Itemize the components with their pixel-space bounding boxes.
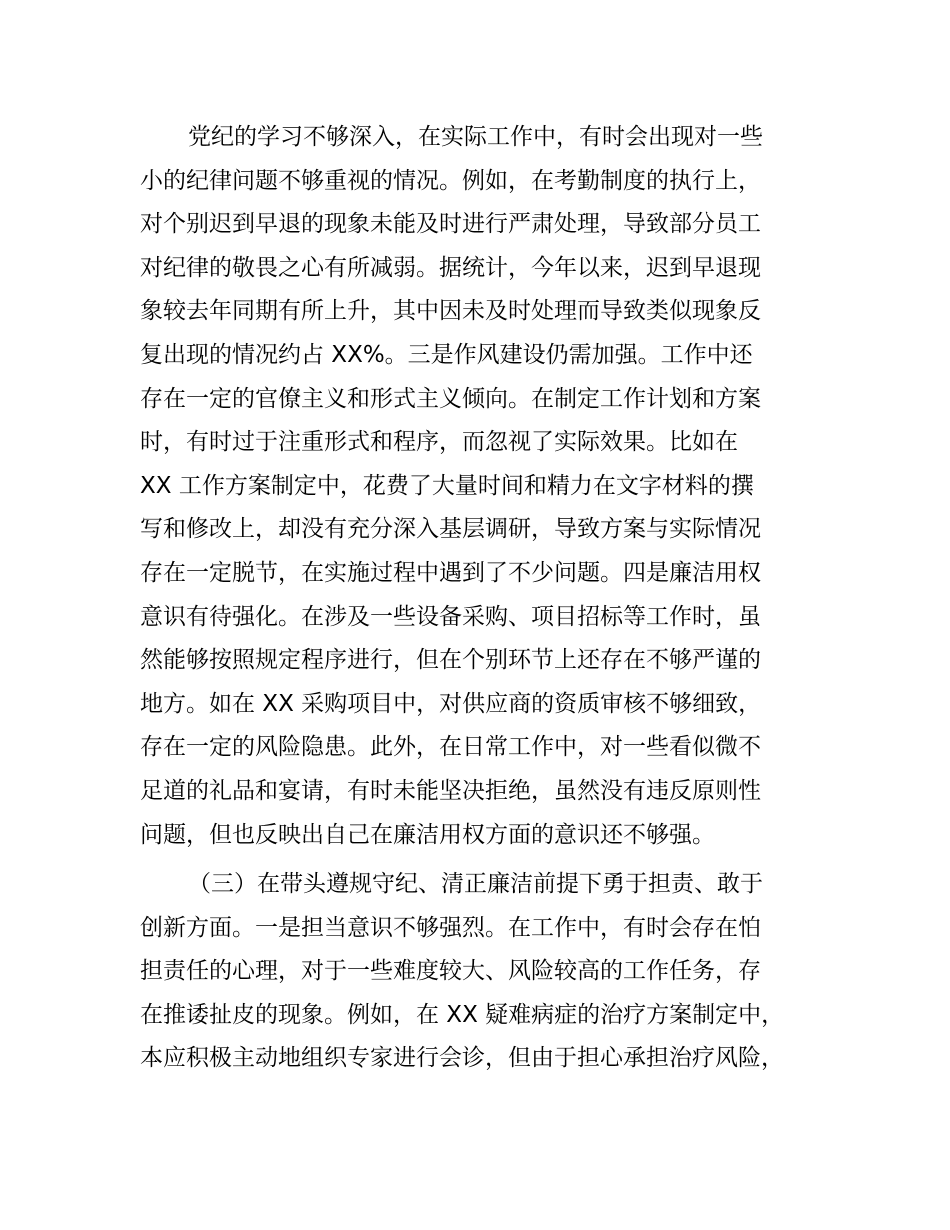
paragraph-1-line: 地方。如在 XX 采购项目中，对供应商的资质审核不够细致， (140, 690, 762, 717)
paragraph-1-line: 足道的礼品和宴请，有时未能坚决拒绝，虽然没有违反原则性 (140, 777, 761, 804)
paragraph-2-line: 创新方面。一是担当意识不够强烈。在工作中，有时会存在怕 (140, 914, 761, 941)
paragraph-1-line: 存在一定脱节，在实施过程中遇到了不少问题。四是廉洁用权 (140, 559, 761, 586)
paragraph-2-line: 本应积极主动地组织专家进行会诊，但由于担心承担治疗风险， (140, 1045, 784, 1072)
paragraph-2-line: （三）在带头遵规守纪、清正廉洁前提下勇于担责、敢于 (188, 871, 763, 898)
paragraph-2-line: 在推诿扯皮的现象。例如，在 XX 疑难病症的治疗方案制定中， (140, 1001, 785, 1028)
paragraph-1-line: 复出现的情况约占 XX%。三是作风建设仍需加强。工作中还 (140, 341, 753, 368)
paragraph-1-line: 对个别迟到早退的现象未能及时进行严肃处理，导致部分员工 (140, 211, 761, 238)
document-body (140, 116, 820, 1081)
paragraph-1-line: 问题，但也反映出自己在廉洁用权方面的意识还不够强。 (140, 821, 715, 848)
paragraph-1-line: XX 工作方案制定中，花费了大量时间和精力在文字材料的撰 (140, 472, 754, 499)
paragraph-1-line: 对纪律的敬畏之心有所减弱。据统计，今年以来，迟到早退现 (140, 254, 761, 281)
paragraph-1-line: 象较去年同期有所上升，其中因未及时处理而导致类似现象反 (140, 298, 761, 325)
paragraph-1-line: 小的纪律问题不够重视的情况。例如，在考勤制度的执行上， (140, 167, 761, 194)
paragraph-1-line: 时，有时过于注重形式和程序，而忽视了实际效果。比如在 (140, 429, 738, 456)
paragraph-1-line: 党纪的学习不够深入，在实际工作中，有时会出现对一些 (188, 124, 763, 150)
paragraph-1-line: 存在一定的风险隐患。此外，在日常工作中，对一些看似微不 (140, 734, 761, 761)
paragraph-1-line: 写和修改上，却没有充分深入基层调研，导致方案与实际情况 (140, 516, 761, 543)
paragraph-1-line: 然能够按照规定程序进行，但在个别环节上还存在不够严谨的 (140, 647, 761, 674)
paragraph-1-line: 存在一定的官僚主义和形式主义倾向。在制定工作计划和方案 (140, 385, 761, 412)
paragraph-1-line: 意识有待强化。在涉及一些设备采购、项目招标等工作时，虽 (140, 603, 761, 630)
paragraph-2-line: 担责任的心理，对于一些难度较大、风险较高的工作任务，存 (140, 958, 761, 985)
